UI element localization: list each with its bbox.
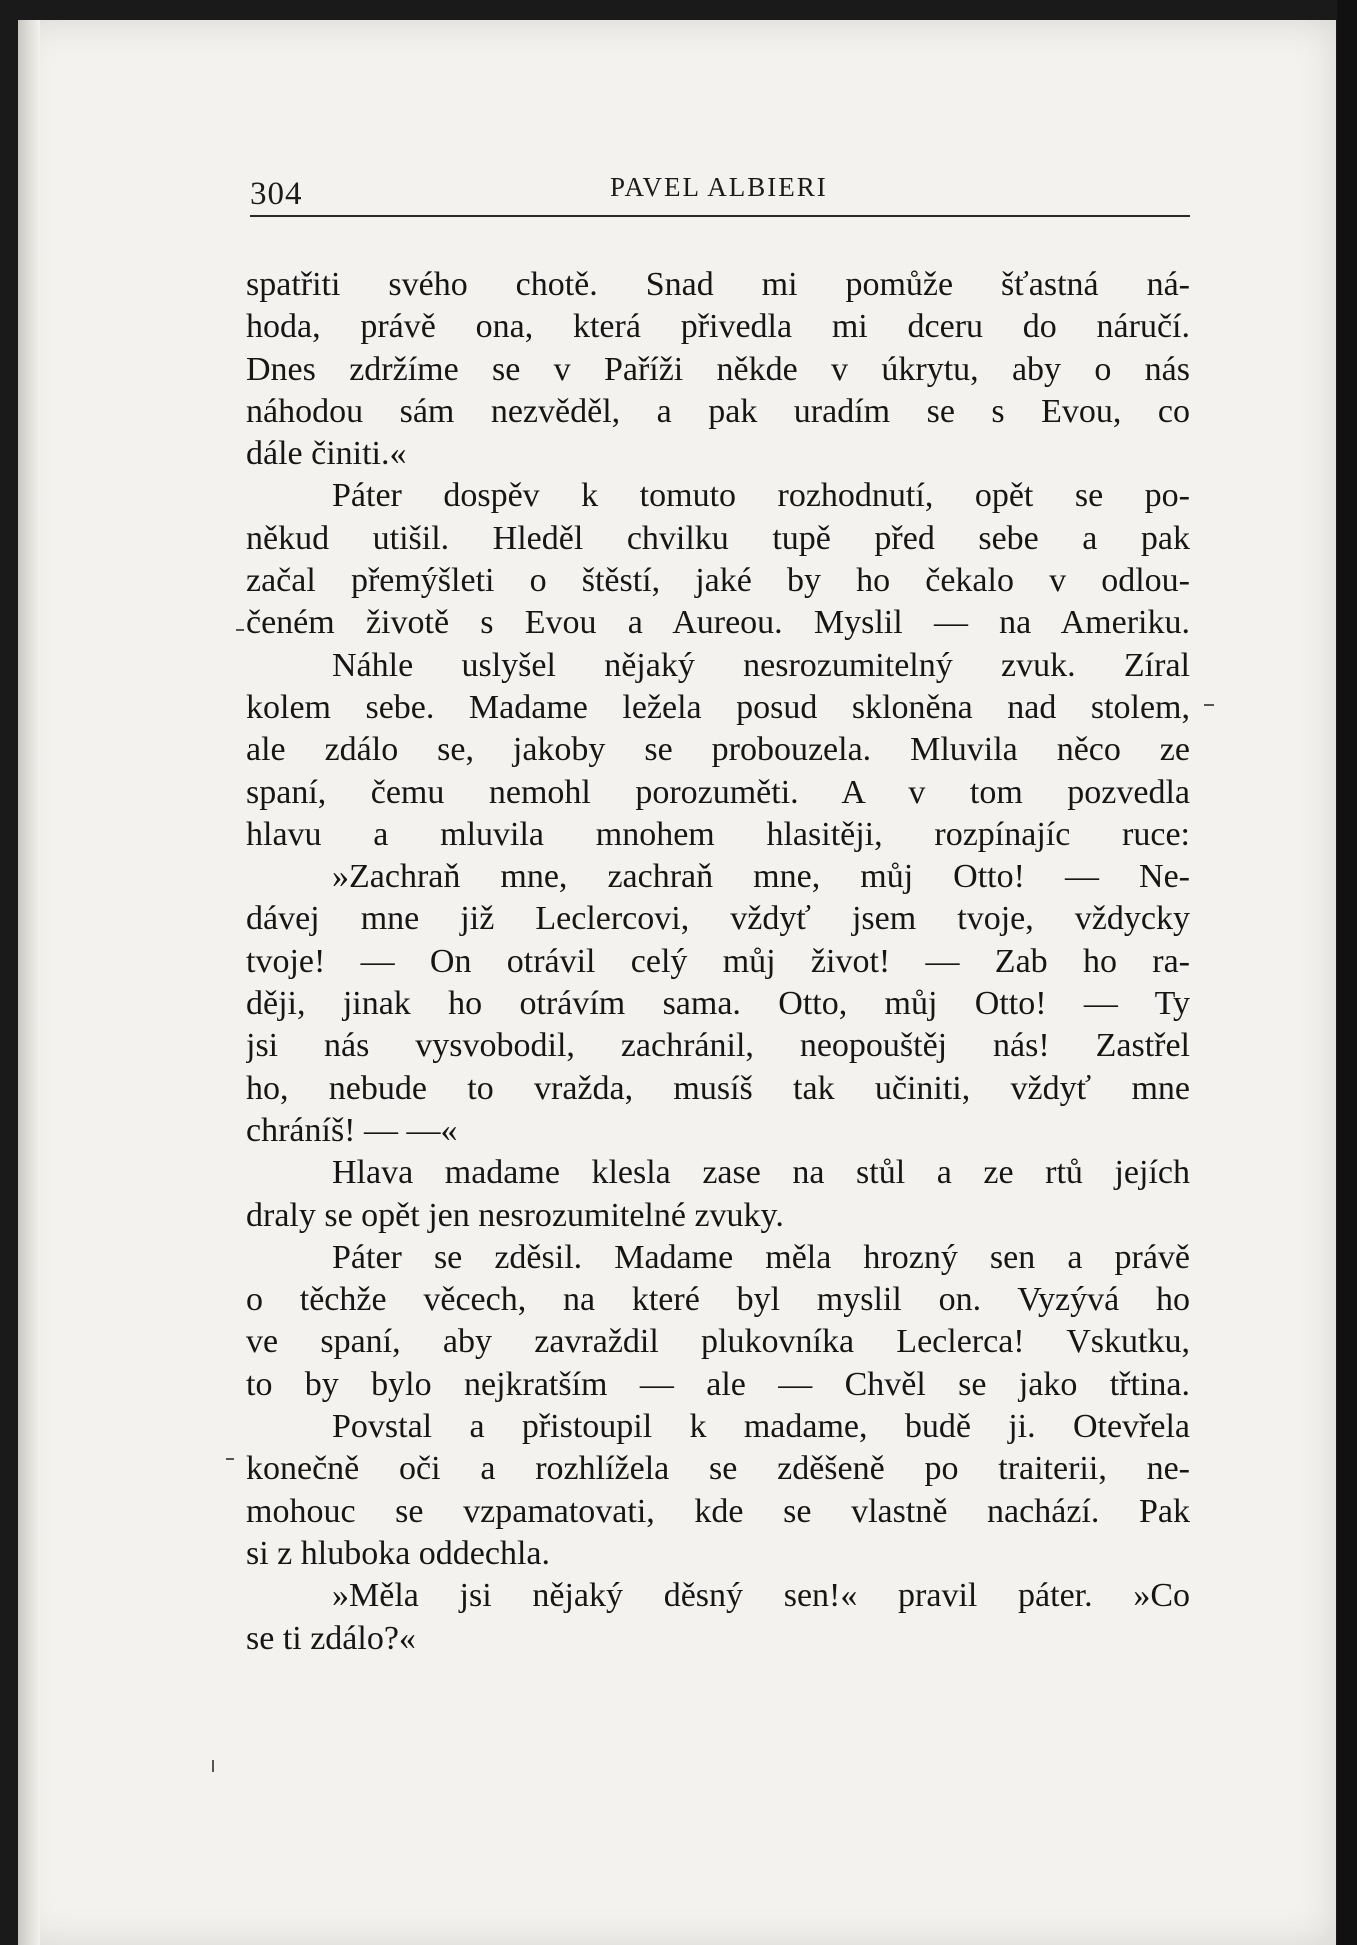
margin-mark: [212, 1760, 214, 1772]
text-line: Páter se zděsil. Madame měla hrozný sen a právě: [332, 1238, 1190, 1276]
page-header: [250, 168, 1190, 218]
margin-mark: [1204, 704, 1214, 706]
text-line: hoda, právě ona, která přivedla mi dceru do náručí.: [246, 308, 1190, 346]
text-line: ho, nebude to vražda, musíš tak učiniti, vždyť mne: [246, 1069, 1190, 1107]
text-line: »Zachraň mne, zachraň mne, můj Otto! — Ne-: [332, 858, 1190, 896]
text-line: o těchže věcech, na které byl myslil on. Vyzývá ho: [246, 1281, 1190, 1319]
text-line: ději, jinak ho otrávím sama. Otto, můj Otto! — Ty: [246, 985, 1190, 1023]
text-line: to by bylo nejkratším — ale — Chvěl se jako třtina.: [246, 1365, 1190, 1403]
text-line: spaní, čemu nemohl porozuměti. A v tom pozvedla: [246, 773, 1190, 811]
text-line: tvoje! — On otrávil celý můj život! — Zab ho ra-: [246, 942, 1190, 980]
text-line: dále činiti.«: [246, 435, 407, 473]
text-line: Náhle uslyšel nějaký nesrozumitelný zvuk. Zíral: [332, 646, 1190, 684]
text-line: Páter dospěv k tomuto rozhodnutí, opět se po-: [332, 477, 1190, 515]
text-line: hlavu a mluvila mnohem hlasitěji, rozpínajíc ruce:: [246, 815, 1190, 853]
text-line: čeném životě s Evou a Aureou. Myslil — na Ameriku.: [246, 604, 1190, 642]
text-line: ve spaní, aby zavraždil plukovníka Leclerca! Vskutku,: [246, 1323, 1190, 1361]
text-line: Dnes zdržíme se v Paříži někde v úkrytu, aby o nás: [246, 350, 1190, 388]
text-line: kolem sebe. Madame ležela posud skloněna nad stolem,: [246, 688, 1190, 726]
text-line: náhodou sám nezvěděl, a pak uradím se s Evou, co: [246, 392, 1190, 430]
page-gutter-shadow: [18, 20, 40, 1945]
page-number: 304: [250, 176, 303, 212]
text-line: začal přemýšleti o štěstí, jaké by ho čekalo v odlou-: [246, 562, 1190, 600]
text-line: Hlava madame klesla zase na stůl a ze rtů jejích: [332, 1154, 1190, 1192]
text-line: Povstal a přistoupil k madame, budě ji. Otevřela: [332, 1408, 1190, 1446]
text-line: chráníš! — —«: [246, 1111, 458, 1149]
text-line: konečně oči a rozhlížela se zděšeně po traiterii, ne-: [246, 1450, 1190, 1488]
text-line: spatřiti svého chotě. Snad mi pomůže šťastná ná-: [246, 266, 1190, 303]
header-rule: [250, 215, 1190, 217]
running-head: PAVEL ALBIERI: [610, 172, 828, 202]
text-line: dávej mne již Leclercovi, vždyť jsem tvoje, vždycky: [246, 900, 1190, 938]
text-line: někud utišil. Hleděl chvilku tupě před sebe a pak: [246, 519, 1190, 557]
text-line: ale zdálo se, jakoby se probouzela. Mluvila něco ze: [246, 731, 1190, 769]
text-line: »Měla jsi nějaký děsný sen!« pravil páter. »Co: [332, 1577, 1190, 1615]
body-text: [246, 264, 1190, 1660]
text-line: jsi nás vysvobodil, zachránil, neopouštěj nás! Zastřel: [246, 1027, 1190, 1065]
text-line: draly se opět jen nesrozumitelné zvuky.: [246, 1196, 784, 1234]
margin-mark: [236, 629, 244, 631]
text-line: se ti zdálo?«: [246, 1619, 416, 1657]
text-line: si z hluboka oddechla.: [246, 1534, 551, 1572]
scan-right-border: [1337, 0, 1357, 1945]
margin-mark: [226, 1458, 234, 1460]
text-line: mohouc se vzpamatovati, kde se vlastně nachází. Pak: [246, 1492, 1190, 1530]
